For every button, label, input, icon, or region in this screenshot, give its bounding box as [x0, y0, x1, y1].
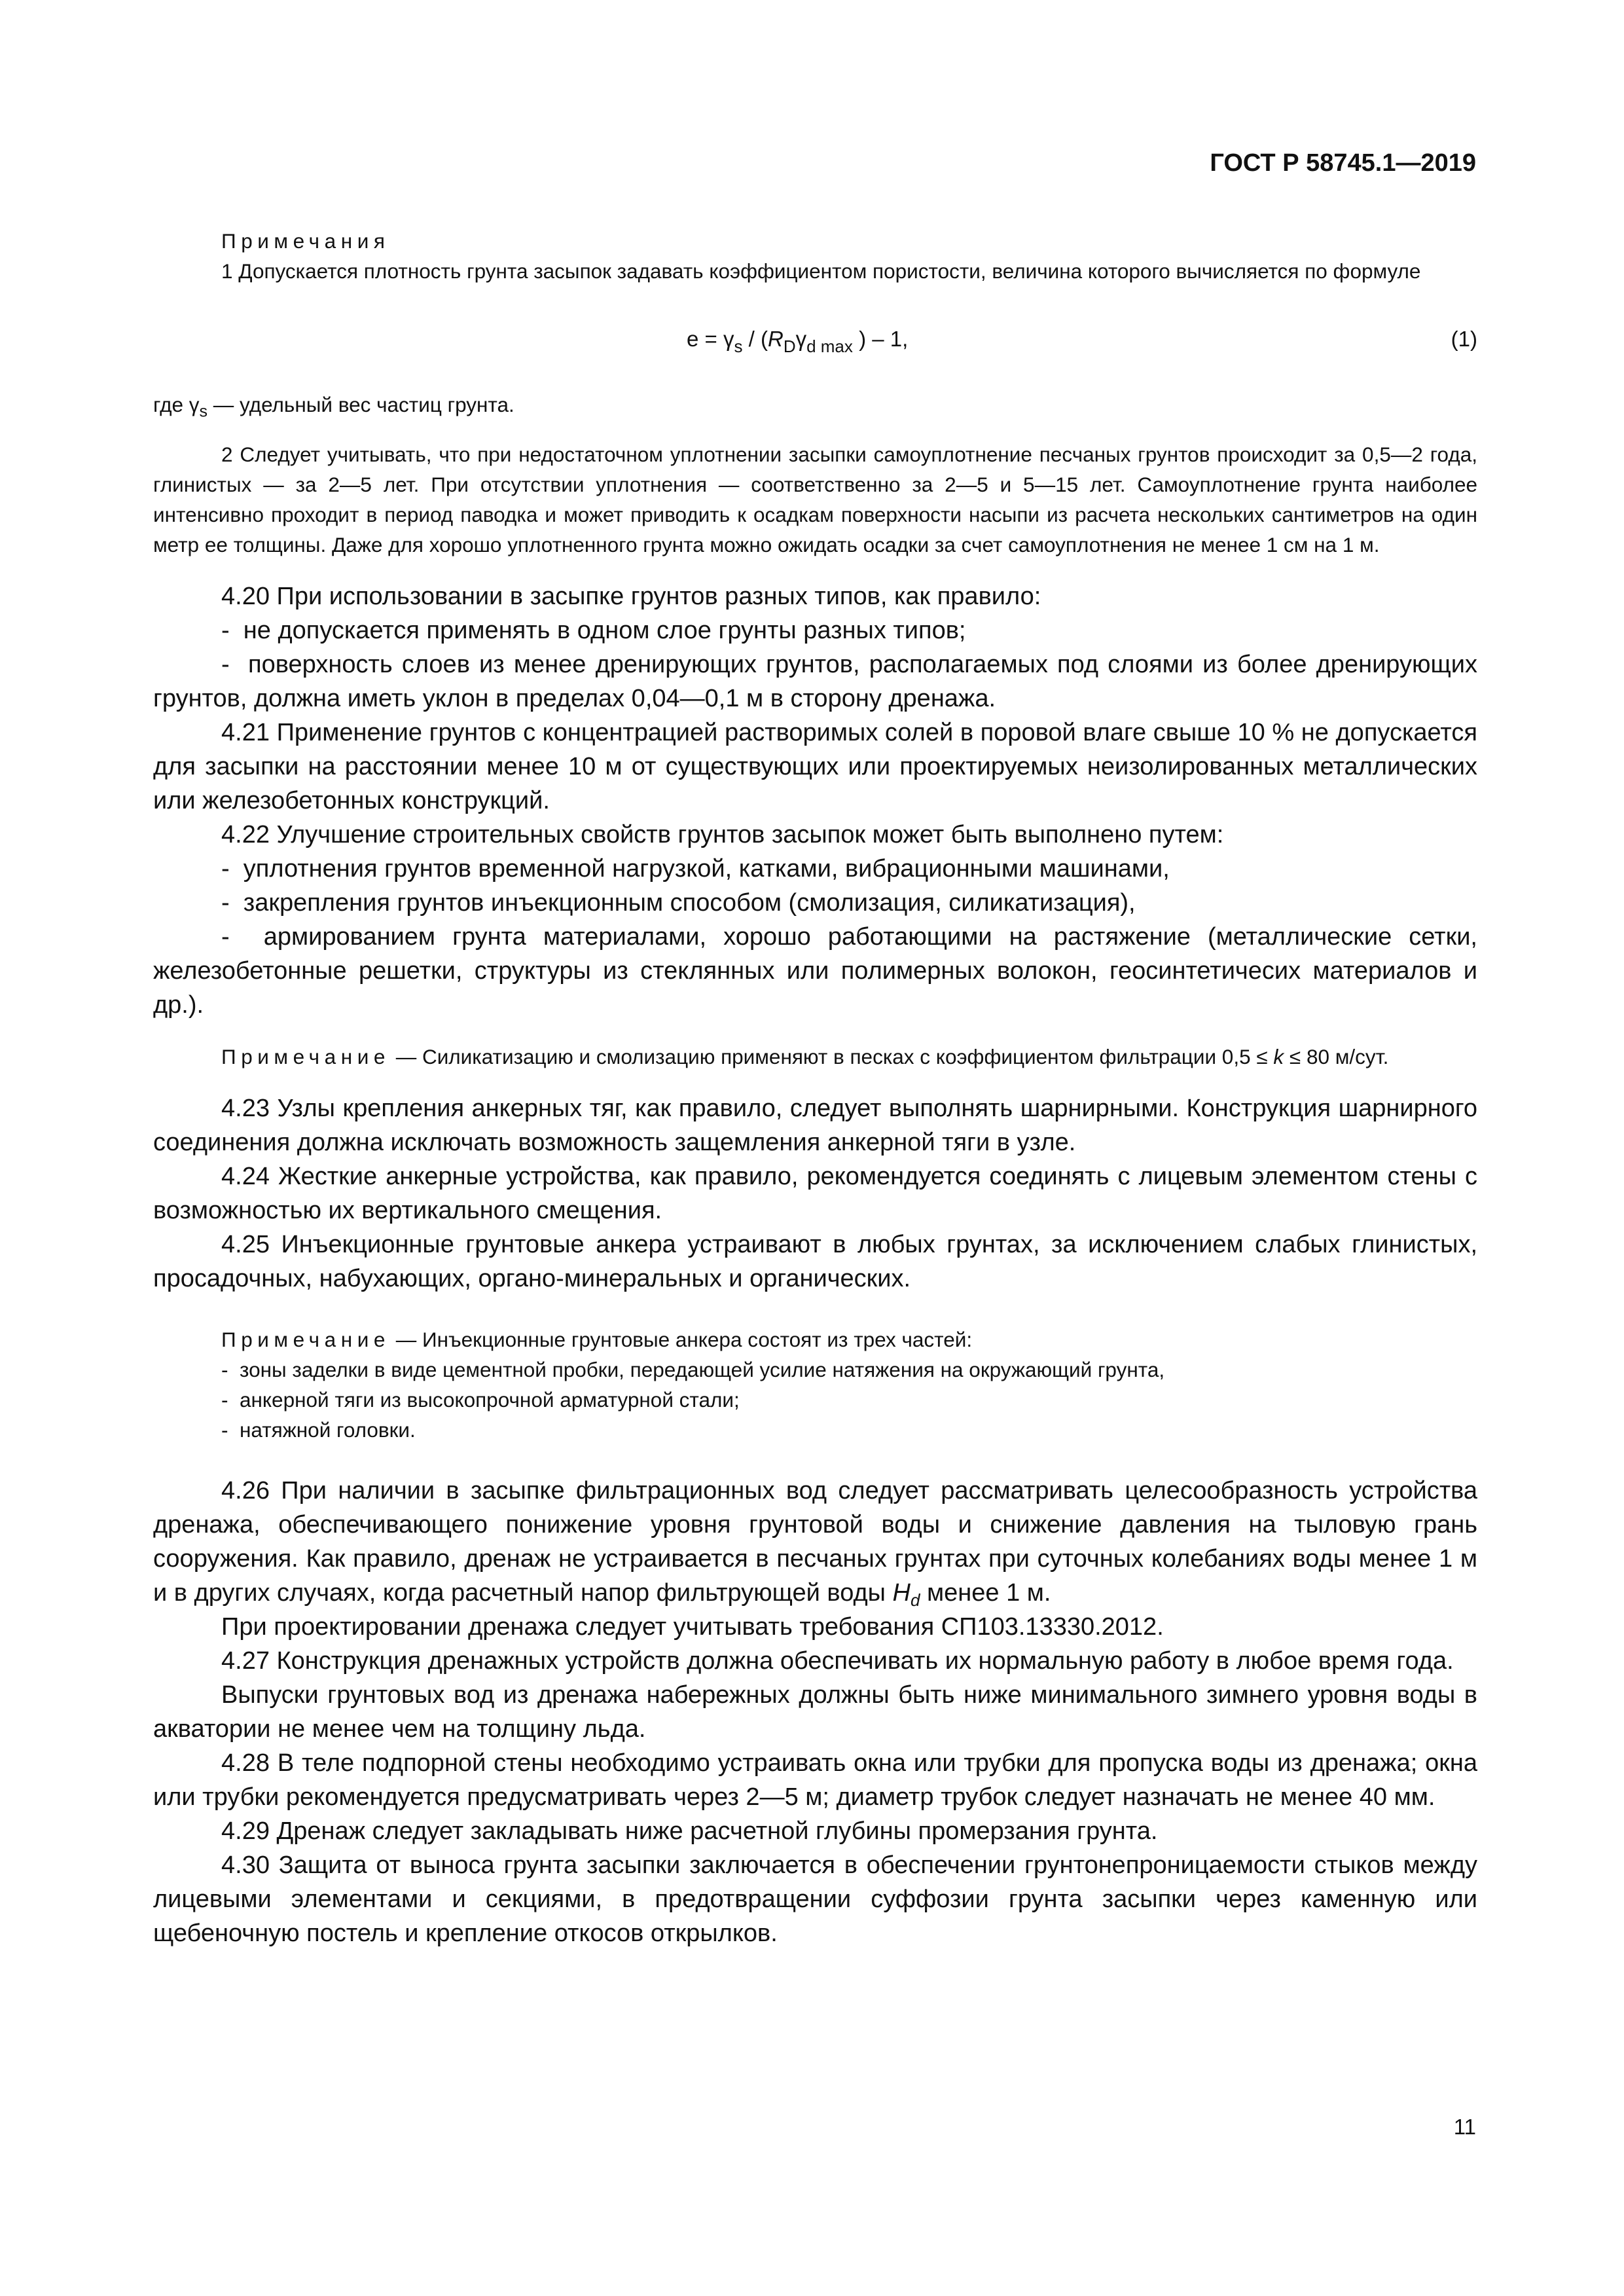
- clause-4-29: 4.29 Дренаж следует закладывать ниже расчетной глубины промерзания грунта.: [221, 1817, 1158, 1845]
- clauses-4-23-to-4-25: [153, 1091, 1477, 1296]
- clause-4-28: 4.28 В теле подпорной стены необходимо устраивать окна или трубки для пропуска воды из дренажа; окна или трубки рекомендуется предусматривать через 2—5 м; диаметр трубок следует назначать не менее 40 мм.: [153, 1749, 1477, 1811]
- clause-4-24: 4.24 Жесткие анкерные устройства, как правило, рекомендуется соединять с лицевым элементом стены с возможностью их вертикального смещения.: [153, 1163, 1477, 1224]
- page-content: [153, 226, 1477, 1950]
- list-item: - не допускается применять в одном слое грунты разных типов;: [221, 617, 966, 644]
- list-item: - армированием грунта материалами, хорошо работающими на растяжение (металлические сетки, железобетонные решетки, структуры из стеклянных или полимерных волокон, геосинтетичесих материалов и др.).: [153, 923, 1477, 1019]
- clause-text: 4.22 Улучшение строительных свойств грунтов засыпок может быть выполнено путем:: [221, 821, 1224, 848]
- formula-where: где $\gamma_s$ — удельный вес частиц грунта.: [153, 393, 514, 421]
- clause-4-30: 4.30 Защита от выноса грунта засыпки заключается в обеспечении грунтонепроницаемости стыков между лицевыми элементами и секциями, в предотвращении суффозии грунта засыпки через каменную или щебеночную постель и крепление откосов открылков.: [153, 1851, 1477, 1947]
- note-title: Примечание: [221, 1328, 390, 1351]
- notes-block: [153, 226, 1477, 560]
- clause-4-26-continued: При проектировании дренажа следует учитывать требования СП103.13330.2012.: [221, 1613, 1164, 1641]
- clause-4-21: [153, 716, 1477, 818]
- list-item: - поверхность слоев из менее дренирующих грунтов, располагаемых под слоями из более дренирующих грунтов, должна иметь уклон в пределах 0,04—0,1 м в сторону дренажа.: [153, 651, 1477, 712]
- notes-title: Примечания: [221, 229, 390, 253]
- clause-text: 4.20 При использовании в засыпке грунтов разных типов, как правило:: [221, 583, 1041, 610]
- clause-text: 4.21 Применение грунтов с концентрацией растворимых солей в поровой влаге свыше 10 % не допускается для засыпки на расстоянии менее 10 м от существующих или проектируемых неизолированных металлических или железобетонных конструкций.: [153, 719, 1477, 814]
- formula: $e = \gamma_s / (R_D\gamma_{d max}$ ) – 1,: [687, 327, 909, 357]
- note-2: 2 Следует учитывать, что при недостаточном уплотнении засыпки самоуплотнение песчаных грунтов происходит за 0,5—2 года, глинистых — за 2—5 лет. При отсутствии уплотнения — соответственно за 2—5 и 5—15 лет. Самоуплотнение грунта наиболее интенсивно проходит в период паводка и может приводить к осадкам поверхности насыпи из расчета нескольких сантиметров на один метр ее толщины. Даже для хорошо уплотненного грунта можно ожидать осадки за счет самоуплотнения не менее 1 см на 1 м.: [153, 443, 1477, 556]
- page-number: 11: [1453, 2115, 1476, 2139]
- note-title: Примечание: [221, 1045, 390, 1068]
- document-id: ГОСТ Р 58745.1—2019: [1210, 149, 1476, 177]
- list-item: - анкерной тяги из высокопрочной арматурной стали;: [221, 1388, 740, 1412]
- clause-4-25: 4.25 Инъекционные грунтовые анкера устраивают в любых грунтах, за исключением слабых глинистых, просадочных, набухающих, органо-минеральных и органических.: [153, 1231, 1477, 1292]
- clause-4-26: 4.26 При наличии в засыпке фильтрационных вод следует рассматривать целесообразность устройства дренажа, обеспечивающего понижение уровня грунтовой воды и снижение давления на тыловую грань сооружения. Как правило, дренаж не устраивается в песчаных грунтах при суточных колебаниях воды менее 1 м и в других случаях, когда расчетный напор фильтрующей воды $H_d$ менее 1 м.: [153, 1477, 1477, 1610]
- list-item: - уплотнения грунтов временной нагрузкой, катками, вибрационными машинами,: [221, 855, 1170, 883]
- clause-4-27: 4.27 Конструкция дренажных устройств должна обеспечивать их нормальную работу в любое время года.: [221, 1647, 1454, 1675]
- formula-row: [153, 324, 1477, 363]
- note-4-22: Примечание — Силикатизацию и смолизацию применяют в песках с коэффициентом фильтрации 0,5 ≤ k ≤ 80 м/сут.: [221, 1045, 1389, 1068]
- clause-4-22: [153, 818, 1477, 1022]
- clause-4-27-continued: Выпуски грунтовых вод из дренажа набережных должны быть ниже минимального зимнего уровня воды в акватории не менее чем на толщину льда.: [153, 1681, 1477, 1743]
- clauses-4-26-to-4-30: [153, 1474, 1477, 1950]
- note-4-25: Примечание — Инъекционные грунтовые анкера состоят из трех частей: - зоны заделки в виде цементной пробки, передающей усилие натяжения на окружающий грунта, - анкерной тяги из высокопрочной арматурной стали; - натяжной головки.: [153, 1324, 1477, 1445]
- list-item: - зоны заделки в виде цементной пробки, передающей усилие натяжения на окружающий грунта,: [221, 1358, 1165, 1381]
- list-item: - закрепления грунтов инъекционным способом (смолизация, силикатизация),: [221, 889, 1136, 917]
- formula-number: (1): [1451, 327, 1477, 351]
- clause-4-20: [153, 579, 1477, 716]
- list-item: - натяжной головки.: [221, 1418, 416, 1442]
- clause-4-23: 4.23 Узлы крепления анкерных тяг, как правило, следует выполнять шарнирными. Конструкция шарнирного соединения должна исключать возможность защемления анкерной тяги в узле.: [153, 1095, 1477, 1156]
- note-1: 1 Допускается плотность грунта засыпок задавать коэффициентом пористости, величина которого вычисляется по формуле: [221, 259, 1421, 283]
